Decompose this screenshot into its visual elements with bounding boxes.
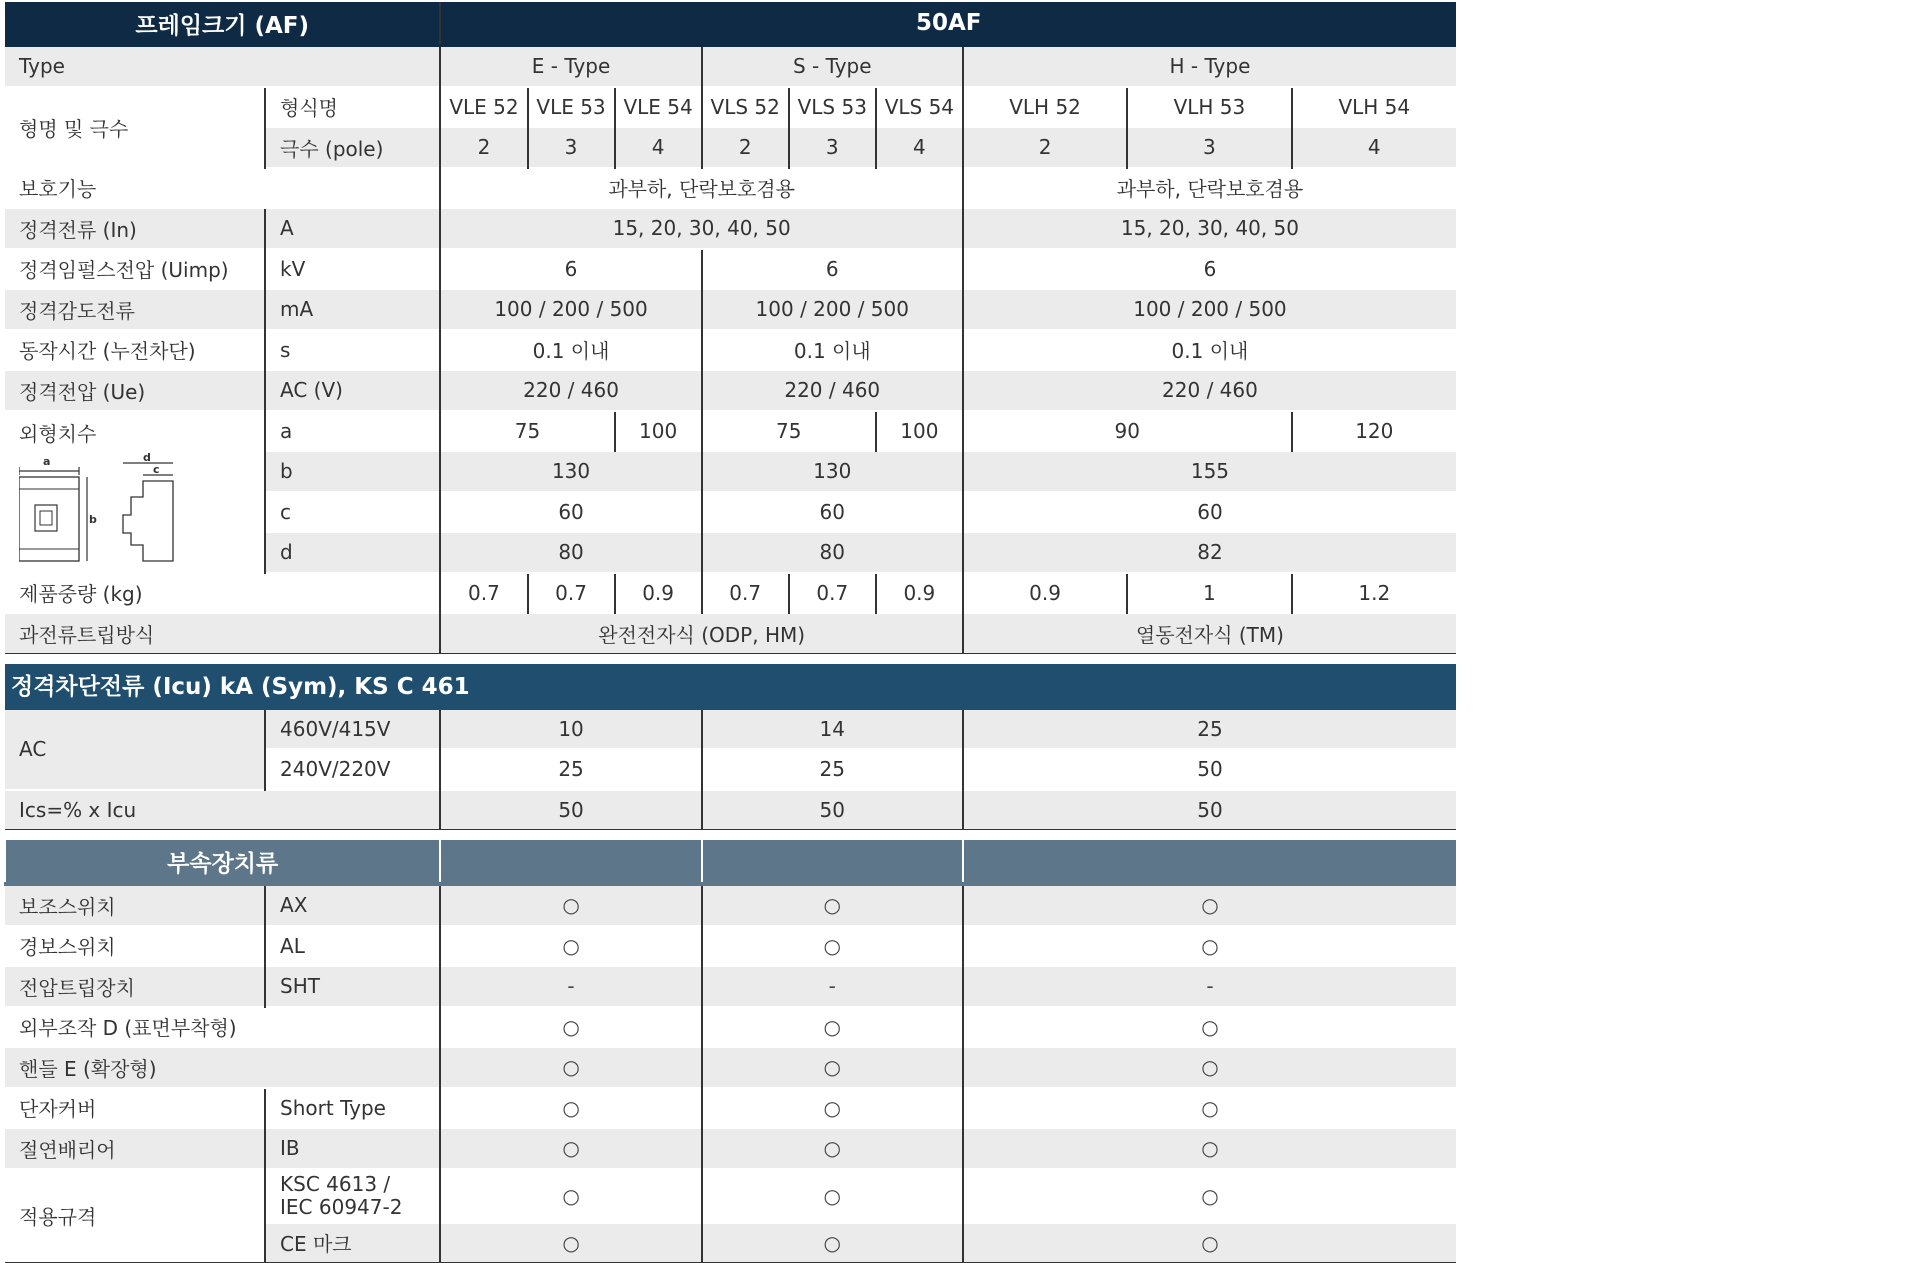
accessory-e: - [440,966,701,1007]
accessory-row [5,966,1456,1007]
standards-ce-e: ○ [440,1223,701,1263]
impulse-voltage-e: 6 [440,249,701,290]
accessory-s: - [702,966,963,1007]
trip-h: 열동전자식 (TM) [963,613,1456,653]
weight-cell: 0.7 [702,573,789,614]
rated-voltage-h: 220 / 460 [963,370,1456,411]
sensitivity-e: 100 / 200 / 500 [440,289,701,330]
impulse-voltage-label: 정격임펄스전압 (Uimp) [5,249,265,290]
accessory-s: ○ [702,926,963,967]
accessory-h: ○ [963,926,1456,967]
rated-current-unit: A [265,208,440,249]
poles-cell: 4 [876,127,963,168]
operating-time-e: 0.1 이내 [440,330,701,371]
poles-label: 극수 (pole) [265,127,440,168]
accessory-s: ○ [702,1088,963,1129]
model-name-cell: VLE 54 [615,87,702,128]
weight-row [5,573,1456,614]
accessory-e: ○ [440,1007,701,1048]
rated-voltage-label: 정격전압 (Ue) [5,370,265,411]
weight-label: 제품중량 (kg) [5,573,440,614]
dimension-c-s: 60 [702,492,963,533]
standards-label: 적용규격 [5,1169,265,1263]
model-name-cell: VLH 54 [1292,87,1456,128]
dimension-a-e-23: 75 [440,411,614,452]
breaking-240-label: 240V/220V [265,749,440,790]
type-label: Type [5,46,440,87]
impulse-voltage-h: 6 [963,249,1456,290]
operating-time-row [5,330,1456,371]
accessory-h: ○ [963,884,1456,926]
poles-cell: 2 [963,127,1127,168]
rated-current-h: 15, 20, 30, 40, 50 [963,208,1456,249]
sensitivity-h: 100 / 200 / 500 [963,289,1456,330]
trip-label: 과전류트립방식 [5,613,440,653]
accessory-label: 전압트립장치 [5,966,265,1007]
operating-time-unit: s [265,330,440,371]
weight-cell: 0.7 [528,573,615,614]
accessory-s: ○ [702,1128,963,1169]
trip-es: 완전전자식 (ODP, HM) [440,613,962,653]
protection-h: 과부하, 단락보호겸용 [963,168,1456,209]
frame-size-value: 50AF [440,1,1456,46]
accessory-row [5,1088,1456,1129]
accessories-header-e [440,839,701,884]
dimension-c-e: 60 [440,492,701,533]
s-type-header: S - Type [702,46,963,87]
protection-label: 보호기능 [5,168,440,209]
breaking-240-h: 50 [963,749,1456,790]
standards-ce-label: CE 마크 [265,1223,440,1263]
accessory-e: ○ [440,884,701,926]
breaking-240-e: 25 [440,749,701,790]
accessory-label: 핸들 E (확장형) [5,1047,440,1088]
accessory-h: ○ [963,1088,1456,1129]
dimension-c-label: c [265,492,440,533]
h-type-header: H - Type [963,46,1456,87]
impulse-voltage-row [5,249,1456,290]
dimension-b-s: 130 [702,451,963,492]
weight-cell: 1 [1127,573,1291,614]
sensitivity-unit: mA [265,289,440,330]
drawing-label-a: a [43,454,51,468]
accessory-row [5,884,1456,926]
breaking-460-e: 10 [440,708,701,750]
poles-cell: 3 [1127,127,1291,168]
accessory-row [5,926,1456,967]
dimension-b-label: b [265,451,440,492]
dimension-b-e: 130 [440,451,701,492]
poles-cell: 3 [789,127,876,168]
weight-cell: 0.7 [440,573,527,614]
model-name-row [5,87,1456,128]
accessory-s: ○ [702,1047,963,1088]
standards-ksc-label [265,1169,440,1223]
dimension-a-e-4: 100 [615,411,702,452]
model-name-cell: VLS 54 [876,87,963,128]
dimension-c-h: 60 [963,492,1456,533]
breaking-ac-label: AC [5,708,265,790]
model-label: 형명 및 극수 [5,87,265,168]
accessory-label: 절연배리어 [5,1128,265,1169]
ics-label: Ics=% x Icu [5,790,440,830]
dimensions-label: 외형치수 [19,421,97,446]
poles-cell: 2 [702,127,789,168]
rated-current-row [5,208,1456,249]
accessory-s: ○ [702,884,963,926]
dimension-a-s-23: 75 [702,411,876,452]
accessory-e: ○ [440,1128,701,1169]
poles-cell: 2 [440,127,527,168]
dimension-d-e: 80 [440,532,701,573]
accessory-e: ○ [440,1088,701,1129]
accessory-e: ○ [440,1047,701,1088]
drawing-label-b: b [89,512,97,526]
frame-size-label: 프레임크기 (AF) [5,1,440,46]
model-name-cell: VLH 52 [963,87,1127,128]
dimension-d-label: d [265,532,440,573]
accessory-label: 단자커버 [5,1088,265,1129]
ics-e: 50 [440,790,701,830]
dimension-a-s-4: 100 [876,411,963,452]
operating-time-label: 동작시간 (누전차단) [5,330,265,371]
accessory-e: ○ [440,926,701,967]
operating-time-h: 0.1 이내 [963,330,1456,371]
breaking-section-header [5,663,1456,708]
drawing-label-d: d [143,452,151,464]
dimension-a-label: a [265,411,440,452]
breaking-240-s: 25 [702,749,963,790]
accessory-row [5,1128,1456,1169]
accessory-code: SHT [265,966,440,1007]
model-name-cell: VLH 53 [1127,87,1291,128]
poles-cell: 4 [1292,127,1456,168]
spec-table [4,0,1456,1263]
rated-current-es: 15, 20, 30, 40, 50 [440,208,962,249]
sensitivity-row [5,289,1456,330]
rated-current-label: 정격전류 (In) [5,208,265,249]
impulse-voltage-s: 6 [702,249,963,290]
accessories-header-h [963,839,1456,884]
impulse-voltage-unit: kV [265,249,440,290]
dimension-d-h: 82 [963,532,1456,573]
operating-time-s: 0.1 이내 [702,330,963,371]
accessory-h: - [963,966,1456,1007]
accessories-title: 부속장치류 [5,839,440,884]
dimension-a-row [5,411,1456,452]
model-name-cell: VLE 52 [440,87,527,128]
protection-es: 과부하, 단락보호겸용 [440,168,962,209]
e-type-header: E - Type [440,46,701,87]
dimension-b-h: 155 [963,451,1456,492]
accessories-header-s [702,839,963,884]
poles-cell: 3 [528,127,615,168]
standards-ksc-s: ○ [702,1169,963,1223]
standards-ce-h: ○ [963,1223,1456,1263]
dimensions-cell [5,411,265,573]
breaking-title: 정격차단전류 (Icu) kA (Sym), KS C 461 [5,663,1456,708]
standards-ksc-e: ○ [440,1169,701,1223]
accessory-s: ○ [702,1007,963,1048]
accessory-label: 보조스위치 [5,884,265,926]
ics-row [5,790,1456,830]
rated-voltage-unit: AC (V) [265,370,440,411]
dimension-d-s: 80 [702,532,963,573]
protection-row [5,168,1456,209]
weight-cell: 1.2 [1292,573,1456,614]
ics-s: 50 [702,790,963,830]
dimension-a-h-23: 90 [963,411,1292,452]
dimension-a-h-4: 120 [1292,411,1456,452]
sensitivity-label: 정격감도전류 [5,289,265,330]
accessory-code: Short Type [265,1088,440,1129]
breaking-460-s: 14 [702,708,963,750]
model-name-cell: VLE 53 [528,87,615,128]
accessory-h: ○ [963,1047,1456,1088]
weight-cell: 0.9 [615,573,702,614]
breaking-460-row [5,708,1456,750]
drawing-label-c: c [153,462,160,476]
trip-row [5,613,1456,653]
accessory-h: ○ [963,1128,1456,1169]
sensitivity-s: 100 / 200 / 500 [702,289,963,330]
header-row [5,1,1456,46]
type-row [5,46,1456,87]
model-name-label: 형식명 [265,87,440,128]
standards-ksc-line1: KSC 4613 / [280,1171,391,1196]
standards-ksc-line2: IEC 60947-2 [280,1194,403,1219]
accessory-code: AL [265,926,440,967]
breaker-dimension-drawing [19,453,179,563]
breaking-460-label: 460V/415V [265,708,440,750]
breaking-460-h: 25 [963,708,1456,750]
accessory-row [5,1007,1456,1048]
accessories-section-header [5,839,1456,884]
accessory-code: AX [265,884,440,926]
weight-cell: 0.9 [963,573,1127,614]
ics-h: 50 [963,790,1456,830]
accessory-label: 외부조작 D (표면부착형) [5,1007,440,1048]
standards-ksc-row [5,1169,1456,1223]
model-name-cell: VLS 52 [702,87,789,128]
accessory-label: 경보스위치 [5,926,265,967]
standards-ce-s: ○ [702,1223,963,1263]
poles-cell: 4 [615,127,702,168]
standards-ksc-h: ○ [963,1169,1456,1223]
model-name-cell: VLS 53 [789,87,876,128]
rated-voltage-s: 220 / 460 [702,370,963,411]
accessory-row [5,1047,1456,1088]
weight-cell: 0.9 [876,573,963,614]
accessory-code: IB [265,1128,440,1169]
rated-voltage-e: 220 / 460 [440,370,701,411]
accessory-h: ○ [963,1007,1456,1048]
weight-cell: 0.7 [789,573,876,614]
rated-voltage-row [5,370,1456,411]
